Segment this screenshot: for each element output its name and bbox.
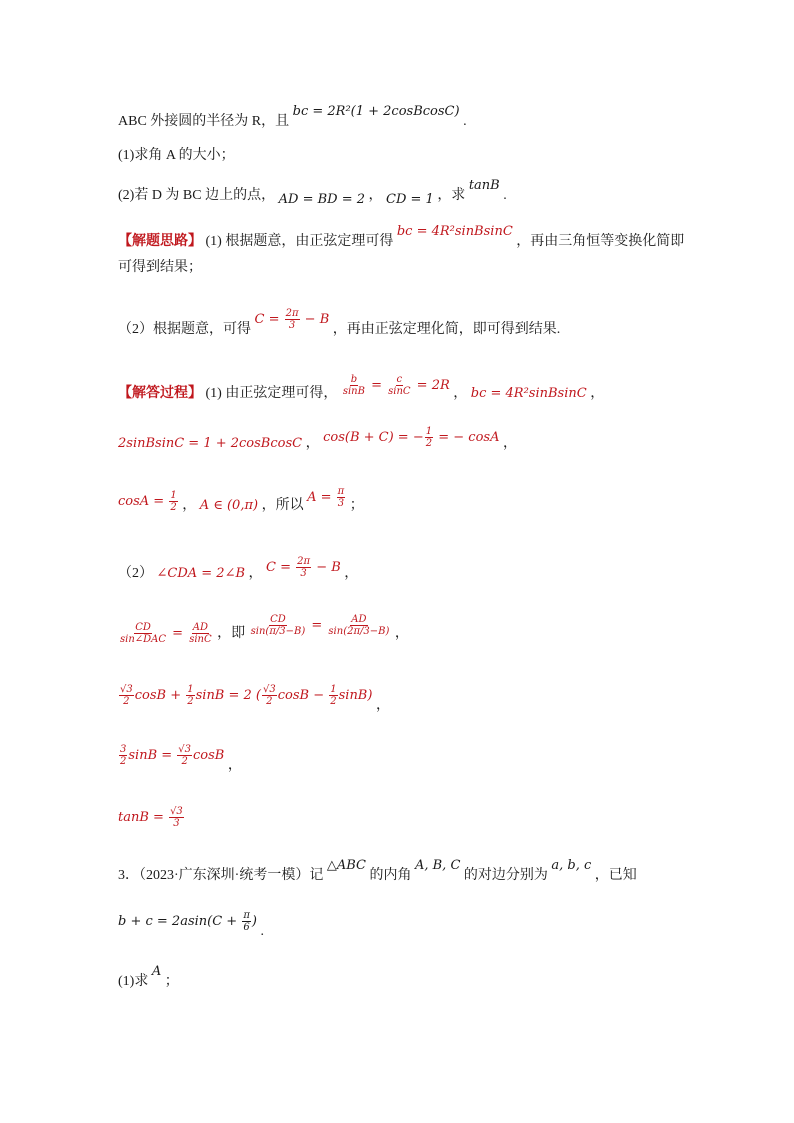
problem-3-condition: b + c = 2asin(C + $\frac{\pi}{6}$ ) . [118, 910, 264, 939]
formula-angles: A, B, C [414, 858, 461, 873]
formula-sides: a, b, c [551, 858, 592, 873]
question-1-text: (1)求角 A 的大小； [118, 148, 235, 163]
therefore-text: ，所以 [261, 498, 304, 513]
separator: ， [368, 188, 383, 203]
solution-result-line [118, 806, 185, 829]
formula-sin-cos: 2sinBsinC = 1 + 2cosBcosC [118, 436, 303, 451]
period: . [463, 114, 467, 129]
question-ask-text: (1)求 [118, 974, 149, 989]
formula-cd: CD = 1 [386, 192, 434, 207]
formula-c-angle: C = $\frac{2\pi}{3}$ − B [254, 308, 330, 331]
period: . [503, 188, 507, 203]
solution-step-line: $\frac{√3}{2}$ cosB + $\frac{1}{2}$ sinB = 2 ( $\frac{√3}{2}$ cosB − $\frac{1}{2}$ sinB) ， [120, 684, 390, 713]
problem-3-line [118, 858, 637, 886]
formula-condition: b + c = 2asin(C + $\frac{\pi}{6}$ ) [118, 910, 257, 933]
problem-3-question-1 [118, 964, 179, 992]
solution-step-line: 2sinBsinC = 1 + 2cosBcosC ， cos(B + C) = − $\frac{1}{2}$ = − cosA ， [118, 426, 517, 451]
formula-a-value: A = $\frac{\pi}{3}$ [307, 486, 345, 509]
question-part-2 [118, 178, 507, 207]
solution-idea-text-2: ，再由三角恒等变换化简即 [516, 234, 685, 249]
solution-idea-line-cont [118, 258, 202, 278]
problem-condition-line [118, 104, 467, 132]
formula-triangle: △ABC [326, 858, 366, 873]
formula-bc-sine: bc = 4R²sinBsinC [396, 224, 513, 239]
solution-step-line: $\frac{CD}{\text{sin∠DAC}}$ = $\frac{AD}{\sin C}$ ，即 $\frac{CD}{\sin(\pi/3-B)}$ = $\frac{AD}{\sin(2\pi/3-B)}$ ， [120, 614, 409, 645]
solution-idea-tag: 【解题思路】 [118, 234, 202, 249]
solution-idea-text: (1) 根据题意，由正弦定理可得 [205, 234, 394, 249]
problem-3-text-3: ，已知 [594, 868, 637, 883]
question-2-ask: ，求 [437, 188, 466, 203]
solution-idea-2-text: （2）根据题意，可得 [118, 322, 251, 337]
solution-part-2-line: （2） ∠CDA = 2∠B ， C = $\frac{2\pi}{3}$ − B ， [118, 556, 359, 581]
problem-3-header: 3．（2023·广东深圳·统考一模）记 [118, 868, 324, 883]
solution-idea-line [118, 224, 685, 252]
solution-process-text: (1) 由正弦定理可得， [205, 386, 338, 401]
question-part-1 [118, 146, 235, 166]
formula-cos-sum: cos(B + C) = − $\frac{1}{2}$ = − cosA [323, 426, 500, 449]
formula-cos-a: cosA = $\frac{1}{2}$ [118, 490, 177, 513]
condition-formula: bc = 2R²(1 + 2cosBcosC) [292, 104, 460, 119]
condition-text: ABC 外接圆的半径为 R，且 [118, 114, 290, 129]
formula-a: A [151, 964, 162, 979]
solution-process-line: 【解答过程】 (1) 由正弦定理可得， $\frac{b}{\sin B}$ = $\frac{c}{\sin C}$ = 2R ， bc = 4R²sinBsinC ， [118, 374, 605, 401]
solution-idea-text-3: 可得到结果； [118, 260, 202, 275]
formula-ratio-2: $\frac{CD}{\sin(\pi/3-B)}$ = $\frac{AD}{\sin(2\pi/3-B)}$ [250, 614, 390, 637]
formula-tanb: tanB [468, 178, 500, 193]
semicolon: ； [164, 974, 179, 989]
formula-expand: $\frac{√3}{2}$ cosB + $\frac{1}{2}$ sinB = 2 ( $\frac{√3}{2}$ cosB − $\frac{1}{2}$ sinB) [120, 684, 373, 707]
solution-step-line: $\frac{3}{2}$ sinB = $\frac{√3}{2}$ cosB ， [120, 744, 242, 773]
namely-text: ，即 [217, 626, 246, 641]
formula-a-range: A ∈ (0,π) [199, 498, 259, 513]
solution-step-line: cosA = $\frac{1}{2}$ ， A ∈ (0,π) ，所以 A = $\frac{\pi}{3}$ ； [118, 486, 364, 513]
formula-c-angle: C = $\frac{2\pi}{3}$ − B [266, 556, 341, 579]
problem-3-text-2: 的对边分别为 [463, 868, 548, 883]
formula-tan-result: tanB = $\frac{√3}{3}$ [118, 806, 183, 829]
solution-idea-2-text-2: ，再由正弦定理化简，即可得到结果. [332, 322, 561, 337]
solution-process-tag: 【解答过程】 [118, 386, 202, 401]
problem-3-text: 的内角 [369, 868, 412, 883]
formula-angle-cda: ∠CDA = 2∠B [156, 566, 246, 581]
formula-ratio-1: $\frac{CD}{\text{sin∠DAC}}$ = $\frac{AD}{\sin C}$ [120, 622, 212, 645]
formula-bc-product: bc = 4R²sinBsinC [470, 386, 587, 401]
formula-sine-rule: $\frac{b}{\sin B}$ = $\frac{c}{\sin C}$ = 2R [342, 374, 450, 397]
solution-idea-part-2 [118, 308, 561, 341]
formula-ad-bd: AD = BD = 2 [278, 192, 365, 207]
question-2-text: (2)若 D 为 BC 边上的点， [118, 188, 276, 203]
formula-simplify: $\frac{3}{2}$ sinB = $\frac{√3}{2}$ cosB [120, 744, 225, 767]
part-2-label: （2） [118, 566, 153, 581]
